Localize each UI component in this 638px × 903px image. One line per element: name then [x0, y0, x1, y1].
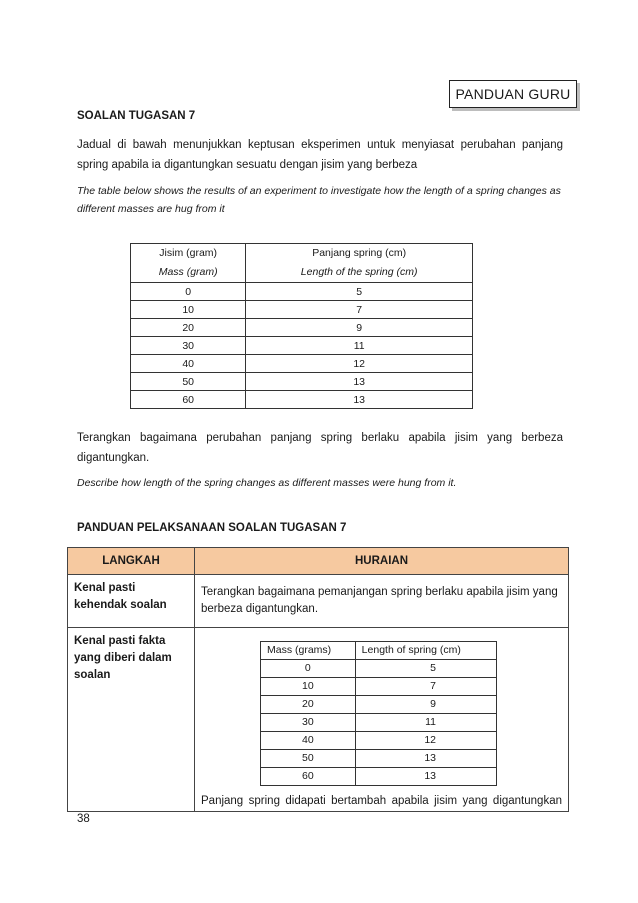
table-row — [261, 750, 497, 768]
huraian-header: HURAIAN — [195, 548, 569, 575]
length-cell: 5 — [355, 660, 496, 678]
mass-header-english: Mass (gram) — [158, 266, 218, 278]
task-title: SOALAN TUGASAN 7 — [77, 110, 196, 122]
intro-english: The table below shows the results of an experiment to investigate how the length of a spring changes as different masses are hug from it — [77, 185, 561, 215]
step-label: Kenal pasti fakta yang diberi dalam soalan — [68, 628, 195, 812]
table-row — [131, 301, 473, 319]
mass-cell: 0 — [131, 283, 246, 301]
table-row — [131, 355, 473, 373]
observation-text: Panjang spring didapati bertambah apabila jisim yang digantungkan — [201, 795, 562, 807]
intro-malay: Jadual di bawah menunjukkan keptusan eksperimen untuk menyiasat perubahan panjang spring apabila ia digantungkan sesuatu dengan jisim yang berbeza — [77, 139, 563, 171]
mass-cell: 30 — [261, 714, 356, 732]
table-row — [261, 660, 497, 678]
mass-cell: 50 — [131, 373, 246, 391]
panduan-guru-badge: PANDUAN GURU — [449, 80, 577, 108]
table-row — [131, 319, 473, 337]
length-cell: 12 — [355, 732, 496, 750]
mass-cell: 10 — [131, 301, 246, 319]
step-description: Terangkan bagaimana pemanjangan spring berlaku apabila jisim yang berbeza digantungkan. — [195, 575, 569, 628]
mass-cell: 40 — [131, 355, 246, 373]
length-cell: 9 — [355, 696, 496, 714]
length-column-header: Length of spring (cm) — [355, 642, 496, 660]
length-cell: 11 — [246, 337, 473, 355]
table-row — [261, 732, 497, 750]
page-number: 38 — [77, 813, 90, 825]
table-row — [131, 283, 473, 301]
length-cell: 7 — [246, 301, 473, 319]
length-cell: 13 — [246, 373, 473, 391]
table-header-row — [261, 642, 497, 660]
length-column-header — [246, 244, 473, 283]
guide-table — [67, 547, 569, 812]
length-header-malay: Panjang spring (cm) — [312, 247, 407, 259]
length-cell: 13 — [355, 750, 496, 768]
table-row — [68, 575, 569, 628]
mass-cell: 40 — [261, 732, 356, 750]
table-row — [131, 391, 473, 409]
section-title: PANDUAN PELAKSANAAN SOALAN TUGASAN 7 — [77, 522, 347, 534]
table-row — [68, 628, 569, 812]
table-row — [261, 714, 497, 732]
mass-column-header — [131, 244, 246, 283]
mass-cell: 30 — [131, 337, 246, 355]
langkah-header: LANGKAH — [68, 548, 195, 575]
results-table — [130, 243, 473, 409]
step-label: Kenal pasti kehendak soalan — [68, 575, 195, 628]
question-english: Describe how length of the spring changes as different masses were hung from it. — [77, 477, 457, 489]
length-cell: 5 — [246, 283, 473, 301]
length-header-english: Length of the spring (cm) — [300, 266, 418, 278]
mass-cell: 0 — [261, 660, 356, 678]
length-cell: 12 — [246, 355, 473, 373]
mass-cell: 50 — [261, 750, 356, 768]
table-row — [261, 696, 497, 714]
mass-cell: 60 — [261, 768, 356, 786]
mass-column-header: Mass (grams) — [261, 642, 356, 660]
table-row — [261, 768, 497, 786]
mass-cell: 10 — [261, 678, 356, 696]
length-cell: 13 — [246, 391, 473, 409]
length-cell: 7 — [355, 678, 496, 696]
length-cell: 13 — [355, 768, 496, 786]
table-row — [131, 337, 473, 355]
table-row — [131, 373, 473, 391]
facts-table — [260, 641, 497, 786]
step-description — [195, 628, 569, 812]
length-cell: 9 — [246, 319, 473, 337]
length-cell: 11 — [355, 714, 496, 732]
mass-cell: 20 — [261, 696, 356, 714]
mass-header-malay: Jisim (gram) — [159, 247, 218, 259]
table-row — [261, 678, 497, 696]
mass-cell: 20 — [131, 319, 246, 337]
question-malay: Terangkan bagaimana perubahan panjang spring berlaku apabila jisim yang berbeza digantungkan. — [77, 432, 563, 464]
mass-cell: 60 — [131, 391, 246, 409]
